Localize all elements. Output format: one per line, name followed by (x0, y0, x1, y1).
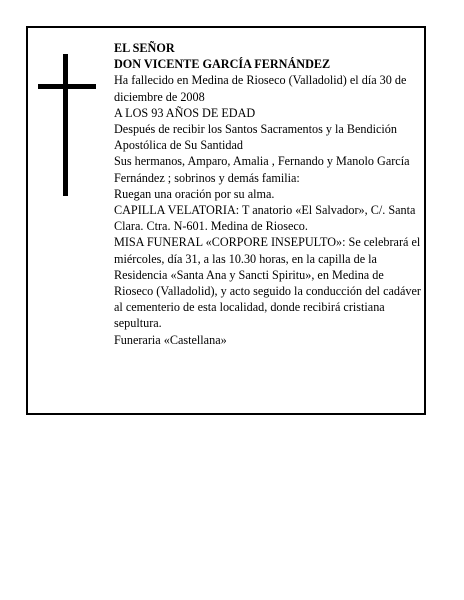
cross-horizontal-bar (38, 84, 96, 89)
sacraments-statement: Después de recibir los Santos Sacramentos y la Bendición Apostólica de Su Santidad (114, 122, 397, 153)
funeral-home: Funeraria «Castellana» (114, 332, 227, 347)
age-statement: A LOS 93 AÑOS DE EDAD (114, 105, 256, 120)
obituary-text (114, 40, 426, 348)
cross-vertical-bar (63, 54, 68, 196)
deceased-title: EL SEÑOR (114, 41, 175, 55)
chapel-info: CAPILLA VELATORIA: T anatorio «El Salvador», C/. Santa Clara. Ctra. N-601. Medina de Rioseco. (114, 203, 416, 234)
prayer-request: Ruegan una oración por su alma. (114, 186, 275, 201)
cross-icon (38, 54, 96, 196)
death-statement: Ha fallecido en Medina de Rioseco (Valladolid) el día 30 de diciembre de 2008 (114, 73, 407, 104)
deceased-name: DON VICENTE GARCÍA FERNÁNDEZ (114, 57, 331, 72)
funeral-mass-info: MISA FUNERAL «CORPORE INSEPULTO»: Se celebrará el miércoles, día 31, a las 10.30 horas, en la capilla de la Residencia «Santa Ana y Sancti Spiritu», en Medina de Rioseco (Valladolid), y acto seguido la conducción del cadáver al cementerio de esta localidad, donde recibirá cristiana sepultura. (114, 235, 421, 331)
family-statement: Sus hermanos, Amparo, Amalia , Fernando y Manolo García Fernández ; sobrinos y demás familia: (114, 154, 410, 185)
